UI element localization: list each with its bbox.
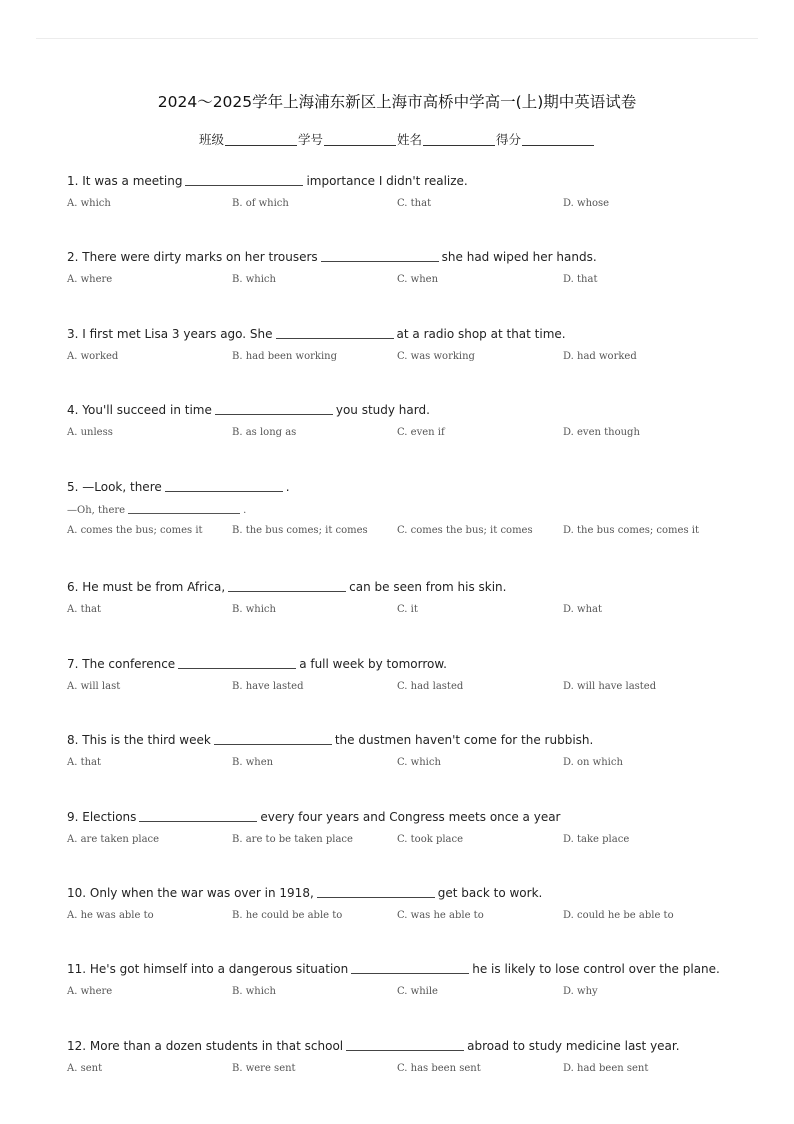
question-9 bbox=[67, 810, 754, 848]
option-a[interactable]: A. that bbox=[67, 757, 102, 768]
options-row bbox=[67, 1063, 754, 1077]
question-4 bbox=[67, 403, 754, 441]
option-d[interactable]: D. what bbox=[563, 604, 602, 615]
answer-blank[interactable] bbox=[178, 657, 296, 669]
question-1 bbox=[67, 174, 754, 212]
class-blank[interactable] bbox=[225, 133, 297, 146]
stem-text-after: the dustmen haven't come for the rubbish. bbox=[334, 733, 594, 747]
number-label: 学号 bbox=[297, 132, 323, 147]
option-a[interactable]: A. which bbox=[67, 198, 111, 209]
stem-text-after: importance I didn't realize. bbox=[306, 174, 468, 188]
option-d[interactable]: D. the bus comes; comes it bbox=[563, 525, 699, 536]
class-label: 班级 bbox=[198, 132, 224, 147]
stem-text-before: 2. There were dirty marks on her trousers bbox=[67, 250, 318, 264]
option-c[interactable]: C. which bbox=[397, 757, 441, 768]
option-b[interactable]: B. are to be taken place bbox=[232, 834, 353, 845]
number-blank[interactable] bbox=[324, 133, 396, 146]
page-title: 2024～2025学年上海浦东新区上海市高桥中学高一(上)期中英语试卷 bbox=[157, 93, 637, 111]
answer-blank[interactable] bbox=[321, 250, 439, 262]
question-stem bbox=[67, 733, 754, 747]
option-c[interactable]: C. comes the bus; it comes bbox=[397, 525, 533, 536]
stem-text-before: 10. Only when the war was over in 1918, bbox=[67, 886, 314, 900]
answer-blank[interactable] bbox=[276, 327, 394, 339]
answer-blank[interactable] bbox=[317, 886, 435, 898]
answer-blank[interactable] bbox=[165, 480, 283, 492]
option-a[interactable]: A. where bbox=[67, 274, 113, 285]
subline-text-before: —Oh, there bbox=[67, 505, 126, 516]
options-row bbox=[67, 198, 754, 212]
answer-blank[interactable] bbox=[228, 580, 346, 592]
question-7 bbox=[67, 657, 754, 695]
question-10 bbox=[67, 886, 754, 924]
stem-text-before: 5. —Look, there bbox=[67, 480, 162, 494]
option-c[interactable]: C. while bbox=[397, 986, 438, 997]
question-stem bbox=[67, 886, 754, 900]
options-row bbox=[67, 910, 754, 924]
option-d[interactable]: D. had been sent bbox=[563, 1063, 649, 1074]
option-c[interactable]: C. it bbox=[397, 604, 418, 615]
stem-text-before: 1. It was a meeting bbox=[67, 174, 183, 188]
stem-text-after: abroad to study medicine last year. bbox=[467, 1039, 680, 1053]
option-c[interactable]: C. even if bbox=[397, 427, 445, 438]
option-b[interactable]: B. when bbox=[232, 757, 274, 768]
stem-text-before: 11. He's got himself into a dangerous situation bbox=[67, 962, 349, 976]
question-stem bbox=[67, 657, 754, 671]
stem-text-before: 7. The conference bbox=[67, 657, 176, 671]
answer-blank[interactable] bbox=[214, 733, 332, 745]
answer-blank[interactable] bbox=[351, 962, 469, 974]
option-c[interactable]: C. was he able to bbox=[397, 910, 484, 921]
option-b[interactable]: B. had been working bbox=[232, 351, 338, 362]
question-stem bbox=[67, 327, 754, 341]
question-6 bbox=[67, 580, 754, 618]
subline-text-after: . bbox=[243, 505, 247, 516]
student-info-line bbox=[0, 130, 794, 148]
stem-text-after: he is likely to lose control over the plane. bbox=[472, 962, 720, 976]
question-8 bbox=[67, 733, 754, 771]
question-3 bbox=[67, 327, 754, 365]
option-a[interactable]: A. will last bbox=[67, 681, 121, 692]
option-a[interactable]: A. sent bbox=[67, 1063, 103, 1074]
question-stem bbox=[67, 1039, 754, 1053]
stem-text-after: . bbox=[285, 480, 290, 494]
option-c[interactable]: C. that bbox=[397, 198, 432, 209]
stem-text-before: 4. You'll succeed in time bbox=[67, 403, 212, 417]
stem-text-after: she had wiped her hands. bbox=[441, 250, 597, 264]
question-stem bbox=[67, 480, 754, 494]
stem-text-after: get back to work. bbox=[437, 886, 543, 900]
stem-text-after: you study hard. bbox=[335, 403, 430, 417]
question-subline bbox=[67, 503, 754, 516]
answer-blank[interactable] bbox=[185, 174, 303, 186]
stem-text-before: 12. More than a dozen students in that school bbox=[67, 1039, 344, 1053]
stem-text-before: 6. He must be from Africa, bbox=[67, 580, 226, 594]
question-stem bbox=[67, 403, 754, 417]
option-a[interactable]: A. worked bbox=[67, 351, 119, 362]
option-d[interactable]: D. whose bbox=[563, 198, 610, 209]
option-d[interactable]: D. had worked bbox=[563, 351, 637, 362]
score-label: 得分 bbox=[496, 132, 522, 147]
option-b[interactable]: B. which bbox=[232, 604, 276, 615]
answer-blank[interactable] bbox=[139, 810, 257, 822]
option-c[interactable]: C. has been sent bbox=[397, 1063, 481, 1074]
option-d[interactable]: D. even though bbox=[563, 427, 640, 438]
option-a[interactable]: A. comes the bus; comes it bbox=[67, 525, 203, 536]
options-row bbox=[67, 351, 754, 365]
stem-text-before: 9. Elections bbox=[67, 810, 137, 824]
option-a[interactable]: A. where bbox=[67, 986, 113, 997]
score-blank[interactable] bbox=[522, 133, 594, 146]
options-row bbox=[67, 757, 754, 771]
question-stem bbox=[67, 174, 754, 188]
question-11 bbox=[67, 962, 754, 1000]
option-c[interactable]: C. was working bbox=[397, 351, 475, 362]
option-b[interactable]: B. of which bbox=[232, 198, 289, 209]
question-stem bbox=[67, 810, 754, 824]
options-row bbox=[67, 681, 754, 695]
name-label: 姓名 bbox=[397, 132, 423, 147]
option-d[interactable]: D. will have lasted bbox=[563, 681, 657, 692]
question-stem bbox=[67, 580, 754, 594]
name-blank[interactable] bbox=[423, 133, 495, 146]
option-c[interactable]: C. when bbox=[397, 274, 439, 285]
question-stem bbox=[67, 250, 754, 264]
option-a[interactable]: A. he was able to bbox=[67, 910, 154, 921]
stem-text-after: can be seen from his skin. bbox=[349, 580, 507, 594]
stem-text-before: 8. This is the third week bbox=[67, 733, 211, 747]
option-a[interactable]: A. unless bbox=[67, 427, 113, 438]
question-2 bbox=[67, 250, 754, 288]
option-c[interactable]: C. had lasted bbox=[397, 681, 464, 692]
options-row bbox=[67, 834, 754, 848]
option-d[interactable]: D. take place bbox=[563, 834, 630, 845]
option-d[interactable]: D. on which bbox=[563, 757, 623, 768]
option-b[interactable]: B. the bus comes; it comes bbox=[232, 525, 368, 536]
answer-blank-2[interactable] bbox=[128, 503, 240, 514]
question-5 bbox=[67, 480, 754, 539]
question-stem bbox=[67, 962, 754, 976]
stem-text-before: 3. I first met Lisa 3 years ago. She bbox=[67, 327, 273, 341]
option-c[interactable]: C. took place bbox=[397, 834, 464, 845]
options-row bbox=[67, 427, 754, 441]
option-b[interactable]: B. which bbox=[232, 274, 276, 285]
option-b[interactable]: B. were sent bbox=[232, 1063, 296, 1074]
option-b[interactable]: B. he could be able to bbox=[232, 910, 343, 921]
option-d[interactable]: D. that bbox=[563, 274, 598, 285]
option-a[interactable]: A. that bbox=[67, 604, 102, 615]
option-b[interactable]: B. have lasted bbox=[232, 681, 304, 692]
stem-text-after: a full week by tomorrow. bbox=[299, 657, 447, 671]
option-d[interactable]: D. why bbox=[563, 986, 598, 997]
answer-blank[interactable] bbox=[215, 403, 333, 415]
page-top-rule bbox=[36, 38, 758, 39]
option-d[interactable]: D. could he be able to bbox=[563, 910, 674, 921]
options-row bbox=[67, 604, 754, 618]
option-a[interactable]: A. are taken place bbox=[67, 834, 160, 845]
options-row bbox=[67, 986, 754, 1000]
option-b[interactable]: B. as long as bbox=[232, 427, 297, 438]
option-b[interactable]: B. which bbox=[232, 986, 276, 997]
options-row bbox=[67, 274, 754, 288]
answer-blank[interactable] bbox=[346, 1039, 464, 1051]
options-row bbox=[67, 525, 754, 539]
stem-text-after: at a radio shop at that time. bbox=[396, 327, 566, 341]
stem-text-after: every four years and Congress meets once a year bbox=[260, 810, 561, 824]
question-12 bbox=[67, 1039, 754, 1077]
